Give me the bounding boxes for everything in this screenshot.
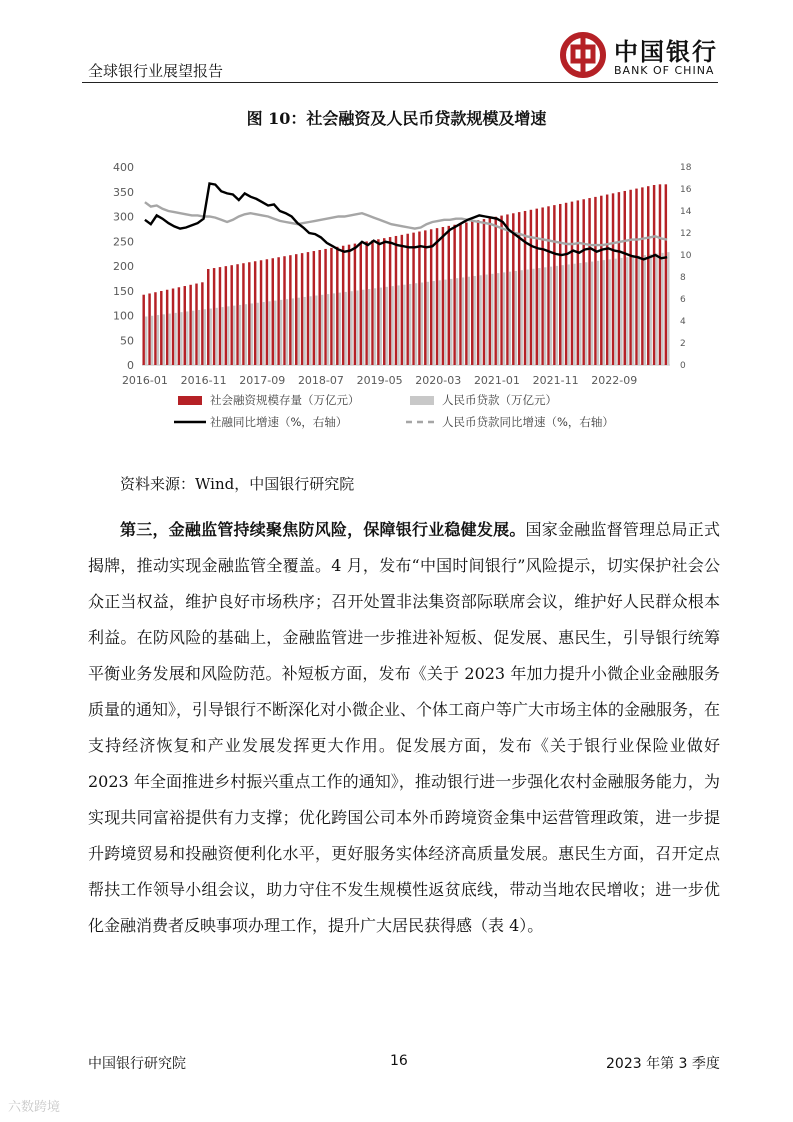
header-rule: [82, 82, 718, 83]
x-tick-label: 2017-09: [239, 374, 286, 387]
y-right-tick-label: 4: [680, 317, 686, 327]
loan-bar: [192, 311, 194, 365]
x-tick-label: 2018-07: [297, 374, 344, 387]
tsf-bar: [547, 206, 549, 365]
y-right-tick-label: 8: [680, 273, 686, 283]
legend-loan-swatch: [410, 396, 434, 405]
tsf-bar: [524, 211, 526, 365]
body-text: [88, 512, 720, 944]
tsf-bar: [160, 291, 162, 365]
tsf-bar: [383, 238, 385, 365]
y-left-tick-label: 350: [113, 185, 134, 199]
tsf-bar: [483, 219, 485, 365]
tsf-bar: [553, 205, 555, 365]
loan-bar: [450, 279, 452, 365]
loan-bar: [632, 256, 634, 365]
y-left-tick-label: 300: [113, 210, 134, 224]
tsf-bar: [172, 289, 174, 365]
tsf-bar: [600, 196, 602, 365]
loan-bar: [608, 259, 610, 365]
loan-bar: [245, 304, 247, 365]
loan-bar: [561, 265, 563, 365]
tsf-bar: [588, 198, 590, 365]
loan-bar: [473, 276, 475, 365]
tsf-bar: [401, 235, 403, 365]
loan-bar: [550, 267, 552, 365]
loan-bar: [239, 305, 241, 365]
loan-bar: [538, 268, 540, 365]
tsf-bar: [536, 209, 538, 365]
x-tick-label: 2021-01: [473, 374, 520, 387]
loan-bar: [327, 294, 329, 365]
tsf-bar: [606, 195, 608, 365]
tsf-bar: [207, 269, 209, 365]
loan-bar: [397, 285, 399, 365]
tsf-bar: [448, 226, 450, 365]
loan-bar: [303, 297, 305, 365]
loan-bar: [438, 280, 440, 365]
loan-bar: [356, 290, 358, 365]
loan-bar: [667, 252, 669, 365]
tsf-bar: [489, 218, 491, 365]
loan-bar: [444, 280, 446, 365]
loan-bar: [221, 307, 223, 365]
tsf-bar: [336, 247, 338, 365]
x-tick-label: 2022-09: [591, 374, 638, 387]
x-tick-label: 2016-11: [180, 374, 227, 387]
loan-bar: [649, 254, 651, 365]
loan-bar: [227, 306, 229, 365]
tsf-bar: [248, 262, 250, 365]
loan-bar: [174, 313, 176, 365]
tsf-bar: [201, 282, 203, 365]
tsf-bar: [260, 260, 262, 365]
tsf-bar: [242, 263, 244, 365]
tsf-bar: [254, 261, 256, 365]
y-right-tick-label: 12: [680, 229, 692, 239]
tsf-bar: [577, 200, 579, 365]
loan-bar: [268, 301, 270, 365]
source-note: 资料来源：Wind，中国银行研究院: [120, 475, 355, 493]
tsf-bar: [330, 248, 332, 365]
loan-bar: [661, 253, 663, 365]
loan-bar: [186, 311, 188, 365]
loan-bar: [532, 269, 534, 365]
tsf-bar: [371, 240, 373, 365]
tsf-bar: [377, 239, 379, 365]
tsf-bar: [283, 256, 285, 365]
loan-bar: [157, 315, 159, 365]
tsf-bar: [512, 213, 514, 365]
tsf-bar: [195, 284, 197, 365]
tsf-bar: [354, 244, 356, 365]
y-right-tick-label: 10: [680, 251, 692, 261]
loan-bar: [544, 267, 546, 365]
tsf-bar: [225, 266, 227, 365]
loan-bar: [180, 312, 182, 365]
tsf-bar: [348, 245, 350, 365]
tsf-bar: [184, 286, 186, 365]
loan-bar: [362, 290, 364, 365]
loan-bar: [479, 275, 481, 365]
tsf-bar: [565, 203, 567, 365]
tsf-bar: [653, 185, 655, 365]
tsf-bar: [166, 290, 168, 365]
logo-cn: 中国银行: [614, 37, 718, 66]
tsf-bar: [142, 295, 144, 365]
tsf-bar: [659, 184, 661, 365]
tsf-bar: [324, 249, 326, 365]
y-left-tick-label: 400: [113, 161, 134, 174]
tsf-bar: [665, 184, 667, 365]
tsf-bar: [442, 227, 444, 365]
tsf-bar: [406, 234, 408, 365]
tsf-bar: [500, 216, 502, 365]
tsf-bar: [148, 293, 150, 365]
tsf-bar: [624, 191, 626, 365]
loan-bar: [491, 274, 493, 365]
tsf-bar: [272, 258, 274, 365]
loan-bar: [321, 295, 323, 365]
tsf-bar: [424, 230, 426, 365]
tsf-bar: [307, 252, 309, 365]
tsf-bar: [395, 236, 397, 365]
loan-bar: [503, 272, 505, 365]
tsf-bar: [506, 214, 508, 365]
loan-bar: [344, 292, 346, 365]
loan-bar: [339, 293, 341, 365]
footer-page: 16: [390, 1053, 408, 1069]
y-left-tick-label: 100: [113, 309, 134, 323]
tsf-bar: [360, 243, 362, 365]
loan-bar: [215, 308, 217, 365]
logo-en: BANK OF CHINA: [614, 64, 715, 77]
loan-bar: [280, 300, 282, 365]
tsf-bar: [342, 246, 344, 365]
legend-loan-label: 人民币贷款（万亿元）: [442, 393, 557, 407]
x-tick-label: 2019-05: [356, 374, 403, 387]
y-right-tick-label: 2: [680, 339, 686, 349]
tsf-bar: [189, 285, 191, 365]
tsf-bar: [365, 241, 367, 365]
loan-bar: [251, 303, 253, 365]
tsf-bar: [230, 265, 232, 365]
tsf-bar: [318, 250, 320, 365]
loan-bar: [198, 310, 200, 365]
y-right-tick-label: 14: [680, 207, 692, 217]
y-left-tick-label: 0: [127, 359, 134, 372]
tsf-bar: [541, 207, 543, 365]
tsf-bar: [635, 189, 637, 365]
tsf-bar: [178, 287, 180, 365]
body-lead: 第三，金融监管持续聚焦防风险，保障银行业稳健发展。: [120, 520, 526, 539]
y-right-tick-label: 0: [680, 361, 686, 371]
loan-bar: [456, 278, 458, 365]
legend-tsf-label: 社会融资规模存量（万亿元）: [210, 393, 360, 407]
tsf-bar: [559, 204, 561, 365]
tsf-bar: [430, 229, 432, 365]
loan-bar: [204, 309, 206, 365]
loan-bar: [391, 286, 393, 365]
loan-bar: [385, 287, 387, 365]
tsf-bar: [594, 197, 596, 365]
loan-bar: [567, 264, 569, 365]
footer-left: 中国银行研究院: [88, 1056, 186, 1072]
loan-bar: [415, 283, 417, 365]
tsf-bar: [612, 193, 614, 365]
figure-title: 图 10：社会融资及人民币贷款规模及增速: [246, 109, 547, 128]
loan-bar: [368, 289, 370, 365]
tsf-bar: [494, 217, 496, 365]
tsf-bar: [301, 253, 303, 365]
tsf-bar: [389, 237, 391, 365]
loan-bar: [579, 263, 581, 365]
loan-bar: [380, 288, 382, 365]
tsf-bar: [418, 232, 420, 365]
tsf-bar: [641, 187, 643, 365]
y-left-tick-label: 250: [113, 235, 134, 249]
loan-bar: [626, 257, 628, 365]
loan-bar: [556, 266, 558, 365]
loan-bar: [274, 301, 276, 365]
tsf-bar: [465, 222, 467, 365]
footer-right: 2023 年第 3 季度: [606, 1056, 720, 1072]
x-tick-label: 2016-01: [121, 374, 168, 387]
tsf-bar: [266, 259, 268, 365]
loan-bar: [151, 316, 153, 365]
y-left-tick-label: 50: [120, 334, 134, 348]
loan-bar: [603, 260, 605, 365]
logo: [560, 30, 720, 80]
loan-bar: [262, 302, 264, 365]
loan-bar: [256, 303, 258, 365]
chart: [100, 155, 700, 450]
tsf-bar: [295, 254, 297, 365]
body-rest: 国家金融监督管理总局正式揭牌，推动实现金融监管全覆盖。4 月，发布“中国时间银行”风险提示，切实保护社会公众正当权益，维护良好市场秩序；召开处置非法集资部际联席会议，维护好人民群众根本利益。在防风险的基础上，金融监管进一步推进补短板、促发展、惠民生，引导银行统筹平衡业务发展和风险防范。补短板方面，发布《关于 2023 年加力提升小微企业金融服务质量的通知》，引导银行不断深化对小微企业、个体工商户等广大市场主体的金融服务，在支持经济恢复和产业发展发挥更大作用。促发展方面，发布《关于银行业保险业做好 2023 年全面推进乡村振兴重点工作的通知》，推动银行进一步强化农村金融服务能力，为实现共同富裕提供有力支撑；优化跨国公司本外币跨境资金集中运营管理政策，进一步提升跨境贸易和投融资便利化水平，更好服务实体经济高质量发展。惠民生方面，召开定点帮扶工作领导小组会议，助力守住不发生规模性返贫底线，带动当地农民增收；进一步优化金融消费者反映事项办理工作，提升广大居民获得感（表 4）。: [88, 520, 721, 935]
loan-bar: [638, 256, 640, 365]
loan-bar: [145, 316, 147, 365]
tsf-bar: [571, 202, 573, 365]
loan-bar: [315, 296, 317, 365]
tsf-bar: [219, 267, 221, 365]
y-left-tick-label: 200: [113, 260, 134, 273]
tsf-bar: [647, 186, 649, 365]
loan-bar: [497, 273, 499, 365]
loan-bar: [350, 291, 352, 365]
y-right-tick-label: 16: [680, 185, 692, 195]
loan-bar: [432, 281, 434, 365]
tsf-bar: [213, 268, 215, 365]
legend-tsf-growth-label: 社融同比增速（%，右轴）: [210, 415, 348, 429]
tsf-bar: [477, 220, 479, 365]
boc-logo-icon: [560, 32, 606, 78]
loan-bar: [614, 259, 616, 365]
loan-bar: [209, 309, 211, 365]
loan-bar: [597, 261, 599, 365]
loan-bar: [374, 288, 376, 365]
loan-bar: [421, 283, 423, 365]
loan-bar: [168, 314, 170, 365]
loan-bar: [233, 306, 235, 365]
loan-bar: [292, 298, 294, 365]
tsf-bar: [236, 264, 238, 365]
body-paragraph: [88, 512, 720, 944]
loan-bar: [468, 277, 470, 365]
y-left-tick-label: 150: [113, 284, 134, 298]
tsf-bar: [618, 192, 620, 365]
tsf-bar: [582, 199, 584, 365]
tsf-bar: [277, 257, 279, 365]
tsf-bar: [471, 221, 473, 365]
watermark: 六数跨境: [8, 1100, 61, 1115]
loan-bar: [526, 269, 528, 365]
legend-loan-growth-label: 人民币贷款同比增速（%，右轴）: [442, 415, 614, 429]
loan-bar: [644, 255, 646, 365]
loan-bar: [585, 262, 587, 365]
loan-bar: [573, 264, 575, 365]
y-right-tick-label: 18: [680, 163, 692, 173]
tsf-bar: [289, 255, 291, 365]
loan-bar: [309, 296, 311, 365]
loan-bar: [509, 272, 511, 365]
tsf-bar: [313, 251, 315, 365]
loan-bar: [515, 271, 517, 365]
loan-bar: [655, 254, 657, 365]
y-right-tick-label: 6: [680, 295, 686, 305]
loan-bar: [163, 314, 165, 365]
loan-bar: [485, 275, 487, 365]
x-tick-label: 2020-03: [415, 374, 462, 387]
loan-bar: [333, 293, 335, 365]
loan-bar: [462, 277, 464, 365]
tsf-bar: [459, 224, 461, 365]
loan-bar: [520, 270, 522, 365]
tsf-bar: [412, 233, 414, 365]
legend-tsf-swatch: [178, 396, 202, 405]
loan-bar: [591, 262, 593, 365]
tsf-bar: [154, 292, 156, 365]
loan-bar: [620, 258, 622, 365]
x-tick-label: 2021-11: [532, 374, 579, 387]
tsf-bar: [530, 210, 532, 365]
tsf-bar: [436, 228, 438, 365]
loan-bar: [297, 298, 299, 365]
header-title: 全球银行业展望报告: [88, 62, 224, 80]
loan-bar: [403, 285, 405, 365]
tsf-bar: [453, 225, 455, 365]
loan-bar: [427, 282, 429, 365]
tsf-bar: [629, 190, 631, 365]
loan-bar: [409, 284, 411, 365]
loan-bar: [286, 299, 288, 365]
